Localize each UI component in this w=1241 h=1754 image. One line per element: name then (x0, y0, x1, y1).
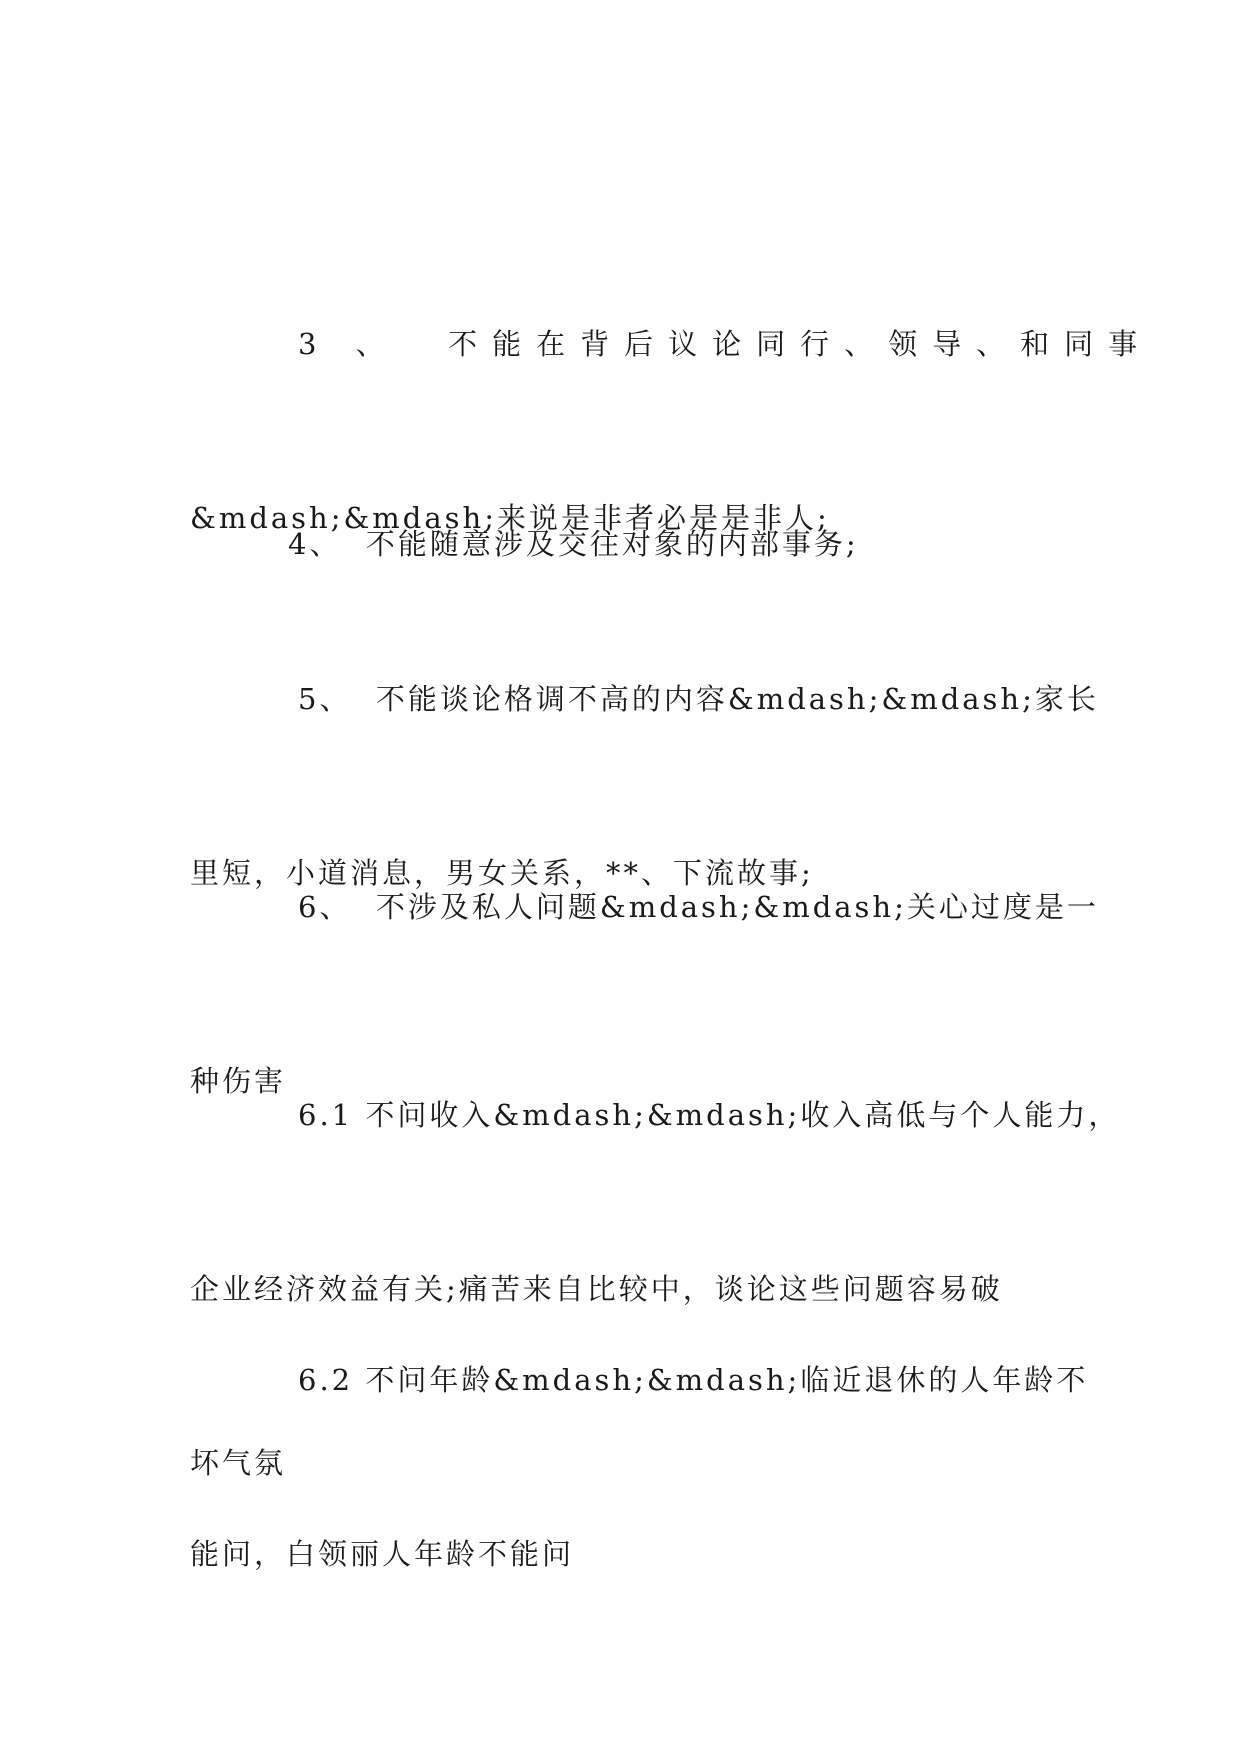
paragraph-line: 4、 不能随意涉及交往对象的内部事务; (288, 527, 859, 561)
paragraph-line: 能问，白领丽人年龄不能问 (190, 1537, 575, 1571)
paragraph-line: 坏气氛 (190, 1446, 287, 1480)
paragraph-line: 3 、 不能在背后议论同行、领导、和同事 (298, 327, 1153, 361)
paragraph-line: &mdash;&mdash;来说是非者必是是非人; (190, 501, 830, 535)
paragraph-line: 种伤害 (190, 1064, 287, 1098)
paragraph-line: 企业经济效益有关;痛苦来自比较中，谈论这些问题容易破 (190, 1272, 1003, 1306)
paragraph-line: 6.2 不问年龄&mdash;&mdash;临近退休的人年龄不 (298, 1363, 1089, 1397)
paragraph-line: 5、 不能谈论格调不高的内容&mdash;&mdash;家长 (298, 682, 1099, 716)
paragraph-line: 6、 不涉及私人问题&mdash;&mdash;关心过度是一 (298, 890, 1099, 924)
paragraph-line: 6.1 不问收入&mdash;&mdash;收入高低与个人能力， (298, 1098, 1121, 1132)
paragraph-item-6-2 (190, 1235, 1089, 1699)
paragraph-line: 里短，小道消息，男女关系，**、下流故事; (190, 856, 814, 890)
